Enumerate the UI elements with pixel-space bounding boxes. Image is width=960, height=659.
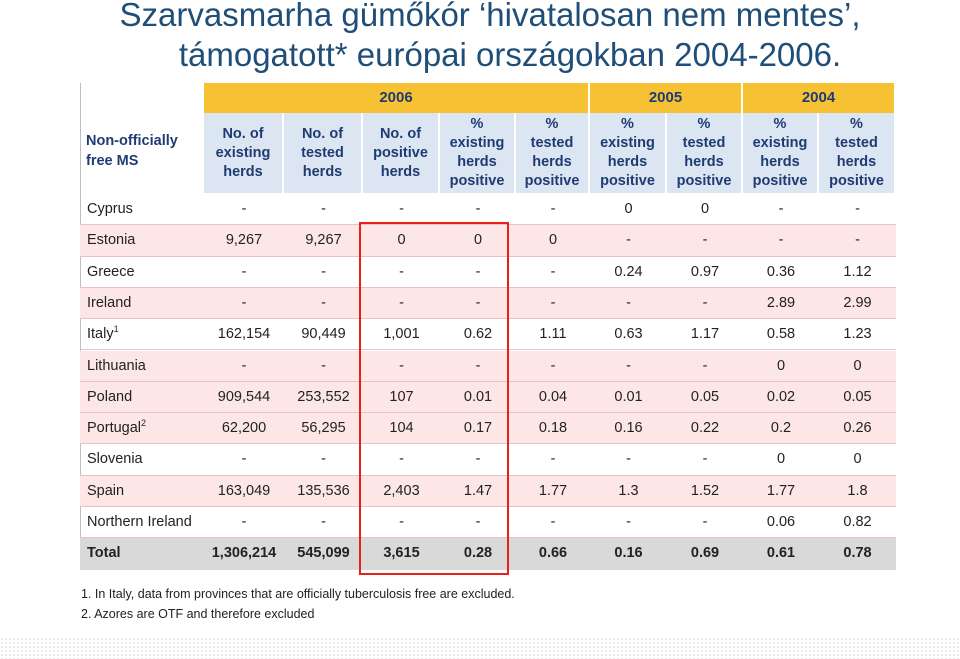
column-header-line: herds — [836, 154, 877, 170]
column-header-line: positive — [600, 173, 655, 189]
table-cell: 1.52 — [690, 482, 720, 499]
column-header-1 — [204, 113, 284, 193]
row-country-text: Poland — [87, 388, 133, 405]
table-cell: 909,544 — [217, 388, 271, 405]
table-cell: - — [626, 357, 631, 374]
table-cell: 1.12 — [843, 263, 872, 280]
table-cell: - — [321, 294, 326, 311]
column-header-line: positive — [524, 173, 580, 189]
table-cell: 0.06 — [766, 514, 796, 530]
column-header-line: positive — [829, 173, 884, 189]
column-header-7 — [667, 113, 743, 193]
table-cell: 2.99 — [843, 294, 872, 311]
table-cell: - — [702, 514, 708, 530]
table-cell: 163,049 — [217, 482, 271, 499]
table-cell: - — [475, 514, 481, 530]
table-cell: - — [399, 201, 404, 217]
table-cell: 90,449 — [301, 326, 346, 343]
table-row — [80, 194, 896, 225]
table-cell: - — [550, 201, 556, 217]
first-header-line-1: Non-officially — [86, 133, 178, 149]
table-cell: - — [475, 294, 481, 311]
table-cell: - — [855, 201, 860, 217]
table-cell: 62,200 — [221, 420, 267, 437]
table-cell: - — [321, 451, 326, 468]
column-header-line: existing — [449, 135, 505, 151]
column-header-line: positive — [449, 173, 505, 189]
table-cell: - — [399, 451, 404, 468]
table-cell: - — [550, 357, 556, 374]
table-cell: 0.01 — [463, 388, 493, 405]
row-country-text: Slovenia — [87, 451, 143, 468]
table-cell: 2.89 — [766, 294, 796, 311]
column-header-line: herds — [760, 154, 800, 170]
row-country-text: Ireland — [87, 294, 132, 311]
table-cell: 1.47 — [463, 482, 493, 499]
table-cell: 0 — [473, 232, 483, 249]
highlight-box — [359, 222, 509, 575]
table-cell: 0.63 — [614, 326, 643, 343]
table-cell: 0.36 — [766, 263, 796, 280]
column-header-line: herds — [380, 163, 421, 180]
table-cell: - — [855, 232, 860, 249]
column-header-line: existing — [215, 144, 271, 161]
table-cell: 1.11 — [539, 326, 567, 343]
table-cell: 0.18 — [538, 420, 568, 437]
column-header-line: existing — [752, 135, 808, 151]
column-header-2 — [284, 113, 363, 193]
table-cell: - — [626, 294, 631, 311]
table-cell: 9,267 — [305, 232, 342, 249]
table-cell: 0.78 — [843, 545, 872, 562]
column-header-line: tested — [301, 144, 344, 161]
column-header-line: No. of — [222, 125, 264, 142]
column-header-line: herds — [223, 163, 263, 180]
row-country-name — [87, 288, 131, 319]
table-cell: 0.66 — [538, 545, 568, 562]
table-cell: - — [241, 294, 247, 311]
table-cell: 1.77 — [766, 482, 796, 499]
footnote-1: 1. In Italy, data from provinces that are officially tuberculosis free are excluded. — [81, 587, 515, 601]
table-cell: 9,267 — [225, 232, 263, 249]
table-cell: - — [550, 451, 556, 468]
column-header-line: tested — [530, 135, 574, 151]
table-cell: 253,552 — [297, 388, 350, 405]
row-country-name — [87, 194, 133, 225]
row-country-name — [87, 351, 146, 382]
table-cell: 545,099 — [297, 545, 350, 562]
table-cell: 0.16 — [614, 545, 643, 562]
slide-title-line-1: Szarvasmarha gümőkór ‘hivatalosan nem mentes’, — [119, 0, 861, 33]
row-country-name — [87, 507, 192, 538]
row-country-text: Italy — [87, 326, 114, 343]
column-header-9 — [819, 113, 896, 193]
row-country-text: Estonia — [87, 232, 136, 249]
table-cell: 0 — [397, 232, 406, 249]
table-cell: 0.05 — [843, 388, 872, 405]
bottom-pattern-band — [0, 637, 960, 659]
table-cell: - — [702, 357, 708, 374]
table-cell: 0.26 — [843, 420, 872, 437]
table-cell: 104 — [389, 420, 414, 437]
column-header-line: herds — [607, 154, 648, 170]
row-country-text: Lithuania — [87, 357, 146, 374]
column-header-line: No. of — [301, 125, 344, 142]
row-country-text: Northern Ireland — [87, 514, 192, 530]
table-cell: - — [702, 451, 708, 468]
table-cell: - — [321, 201, 326, 217]
table-cell: 56,295 — [301, 420, 346, 437]
table-cell: - — [241, 451, 247, 468]
column-header-line: % — [773, 116, 787, 132]
column-header-line: existing — [600, 135, 655, 151]
table-cell: - — [475, 451, 481, 468]
column-header-line: herds — [532, 154, 572, 170]
table-cell: 0.16 — [614, 420, 643, 437]
table-cell: 0.17 — [463, 420, 493, 437]
column-header-line: positive — [752, 173, 808, 189]
column-header-line: % — [697, 116, 711, 132]
table-cell: 1.8 — [847, 482, 868, 499]
table-cell: 0.2 — [770, 420, 792, 437]
table-cell: 0 — [853, 357, 862, 374]
column-header-line: % — [470, 116, 484, 132]
table-cell: 2,403 — [383, 482, 420, 499]
table-cell: 0 — [853, 451, 862, 468]
footnote-marker: 2 — [141, 418, 147, 429]
row-country-text: Spain — [87, 482, 125, 499]
column-header-line: % — [850, 116, 863, 132]
table-cell: 0.69 — [690, 545, 720, 562]
table-cell: 0.28 — [463, 545, 493, 562]
table-cell: - — [626, 514, 631, 530]
column-header-line: positive — [676, 173, 732, 189]
table-cell: - — [399, 294, 404, 311]
table-cell: - — [626, 451, 631, 468]
table-cell: - — [778, 201, 784, 217]
row-country-text: Total — [87, 545, 121, 562]
table-cell: - — [475, 357, 481, 374]
table-cell: - — [241, 514, 247, 530]
table-cell: - — [550, 514, 556, 530]
table-cell: - — [241, 263, 247, 280]
column-header-line: positive — [373, 144, 428, 161]
slide-title-line-2: támogatott* európai országokban 2004-2006. — [178, 36, 842, 73]
row-country-name — [87, 444, 143, 475]
table-cell: - — [702, 294, 708, 311]
table-cell: - — [241, 201, 247, 217]
table-cell: 1.3 — [618, 482, 639, 499]
table-cell: 1,001 — [383, 326, 420, 343]
row-country-text: Greece — [87, 263, 135, 280]
table-cell: 0 — [776, 357, 786, 374]
table-cell: - — [399, 514, 404, 530]
table-cell: - — [475, 201, 481, 217]
table-cell: - — [550, 294, 556, 311]
table-cell: - — [321, 514, 326, 530]
row-country-name — [87, 413, 146, 444]
table-cell: 0 — [776, 451, 786, 468]
column-header-line: tested — [835, 135, 878, 151]
table-cell: 0 — [700, 201, 710, 217]
column-header-line: herds — [302, 163, 343, 180]
table-cell: 0 — [624, 201, 633, 217]
row-country-name — [87, 257, 135, 288]
column-header-3 — [363, 113, 440, 193]
column-header-line: herds — [684, 154, 724, 170]
table-cell: 107 — [389, 388, 414, 405]
table-cell: - — [321, 357, 326, 374]
column-header-line: No. of — [379, 125, 422, 142]
table-cell: 135,536 — [297, 482, 350, 499]
table-cell: 1,306,214 — [211, 545, 277, 562]
column-header-line: herds — [457, 154, 497, 170]
table-cell: 0.61 — [766, 545, 796, 562]
table-cell: 0.62 — [463, 326, 493, 343]
footnote-marker: 1 — [113, 324, 119, 335]
table-cell: 0.05 — [690, 388, 720, 405]
table-cell: 0 — [548, 232, 558, 249]
footnote-2: 2. Azores are OTF and therefore excluded — [81, 607, 315, 621]
row-country-name — [87, 538, 121, 569]
table-cell: - — [399, 263, 404, 280]
row-country-name — [87, 476, 124, 507]
column-header-line: % — [545, 116, 559, 132]
table-cell: 3,615 — [383, 545, 420, 562]
row-country-name — [87, 382, 132, 413]
column-header-5 — [516, 113, 590, 193]
table-cell: 1.23 — [843, 326, 872, 343]
table-cell: 1.17 — [690, 326, 720, 343]
first-column-header — [86, 131, 178, 171]
column-header-8 — [743, 113, 819, 193]
year-header-2004: 2004 — [743, 83, 896, 113]
column-header-line: % — [621, 116, 634, 132]
table-cell: - — [475, 263, 481, 280]
table-cell: 162,154 — [217, 326, 271, 343]
row-country-name — [87, 225, 135, 256]
table-cell: - — [241, 357, 247, 374]
table-cell: 0.02 — [766, 388, 796, 405]
table-cell: 0.82 — [843, 514, 872, 530]
table-cell: 0.97 — [690, 263, 720, 280]
table-cell: - — [399, 357, 404, 374]
row-country-name — [87, 319, 119, 350]
table-cell: - — [702, 232, 708, 249]
first-header-line-2: free MS — [86, 153, 139, 169]
table-cell: 0.58 — [766, 326, 796, 343]
table-cell: - — [626, 232, 631, 249]
table-cell: 1.77 — [538, 482, 568, 499]
year-header-2006: 2006 — [204, 83, 590, 113]
table-cell: 0.22 — [690, 420, 720, 437]
table-cell: 0.04 — [538, 388, 568, 405]
row-country-text: Portugal — [87, 420, 142, 437]
column-header-6 — [590, 113, 667, 193]
table-cell: - — [321, 263, 326, 280]
column-header-4 — [440, 113, 516, 193]
table-cell: 0.01 — [614, 388, 643, 405]
row-country-text: Cyprus — [87, 201, 133, 217]
table-cell: - — [778, 232, 784, 249]
column-header-line: tested — [682, 135, 726, 151]
table-cell: 0.24 — [614, 263, 643, 280]
year-header-2005: 2005 — [590, 83, 743, 113]
table-cell: - — [550, 263, 556, 280]
